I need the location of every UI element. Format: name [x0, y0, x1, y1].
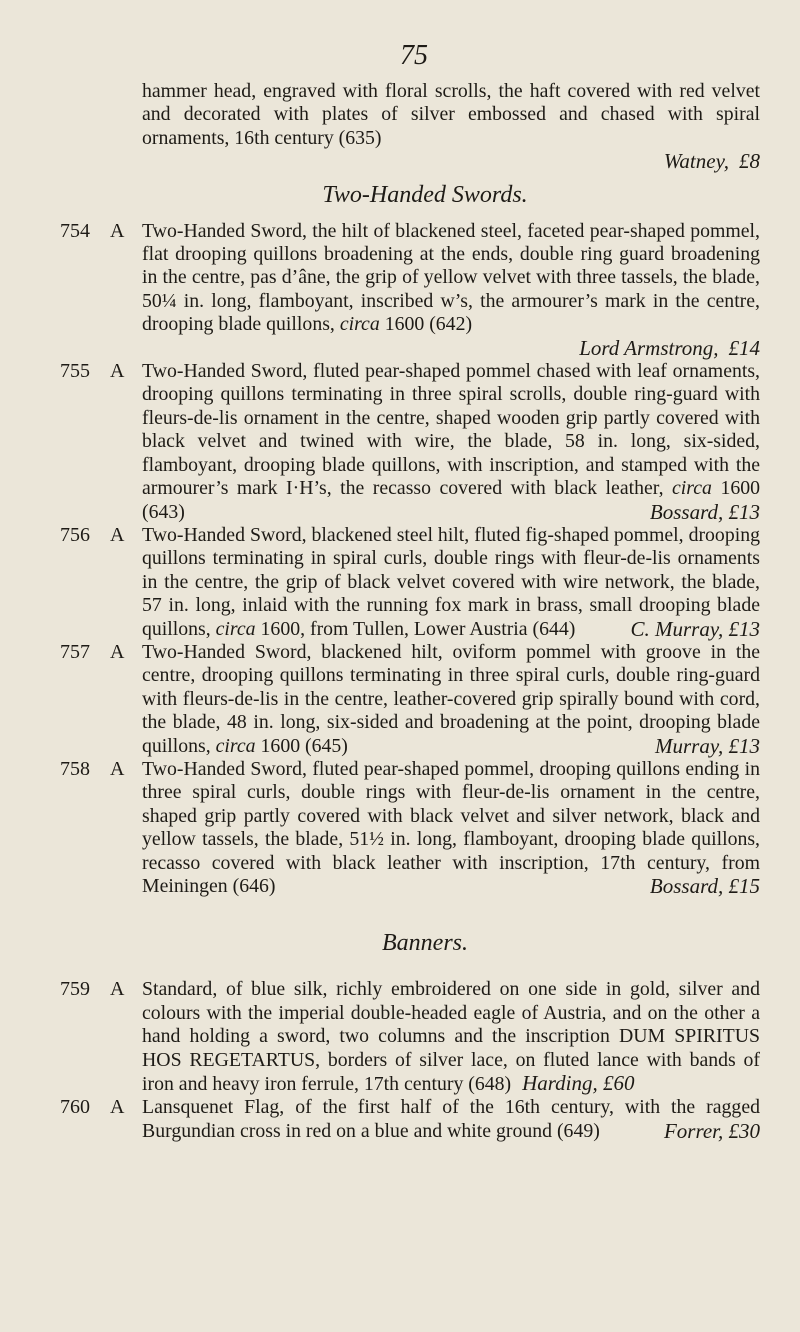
buyer-inline — [664, 1120, 760, 1143]
lot-entry — [60, 758, 760, 898]
buyer-name: Watney, — [663, 149, 729, 174]
lot-text: Two-Handed Sword, fluted pear-shaped pommel, drooping quillons ending in three spiral curls, double rings with fleur-de-lis ornament in the centre, shaped grip partly covered with black velvet and silver network, black and yellow tassels, the blade, 51½ in. long, flamboyant, drooping blade quillons, recasso covered with black leather with inscription, 17th century, from Meiningen (646) — [142, 757, 760, 897]
lot-lead: A — [110, 640, 125, 663]
lot-text: Lansquenet Flag, of the first half of the 16th century, with the ragged Burgundian cross in red on a blue and white ground (649) — [142, 1096, 760, 1142]
lot-lead: A — [110, 523, 125, 546]
lot-text-end: 1600 (642) — [384, 313, 473, 336]
buyer-name: Harding, — [522, 1071, 598, 1096]
price: £13 — [728, 733, 760, 758]
lot-lead: A — [110, 219, 125, 242]
section-spacer — [60, 968, 760, 978]
lot-lead: A — [110, 360, 125, 383]
lot-entry — [60, 524, 760, 641]
lot-entry — [60, 220, 760, 360]
buyer-inline — [522, 1071, 634, 1095]
lot-description — [142, 978, 760, 1096]
lot-entry — [60, 360, 760, 524]
page-number: 75 — [400, 40, 428, 71]
lot-lead: A — [110, 1096, 125, 1119]
buyer-name: Forrer, — [663, 1118, 724, 1143]
lot-number: 756 — [60, 523, 90, 546]
section-heading-swords: Two-Handed Swords. — [322, 181, 528, 208]
buyer-name: Bossard, — [649, 874, 724, 898]
buyer-name: Bossard, — [649, 499, 724, 524]
section-spacer — [60, 898, 760, 922]
lot-number: 760 — [60, 1096, 90, 1119]
price: £13 — [728, 616, 760, 641]
circa-label: circa — [215, 617, 256, 640]
lot-number: 758 — [60, 757, 90, 780]
price: £60 — [602, 1071, 635, 1096]
price: £15 — [728, 874, 760, 898]
circa-label: circa — [215, 734, 256, 757]
price: £13 — [728, 499, 760, 524]
lot-text: Two-Handed Sword, blackened steel hilt, fluted fig-shaped pommel, drooping quillons terminating in spiral curls, double rings with fleur-de-lis ornaments in the centre, the grip of black velvet covered with wire network, the blade, 57 in. long, inlaid with the running fox mark in brass, small drooping blade quillons, — [142, 523, 760, 640]
lot-number: 759 — [60, 978, 90, 1001]
price: £14 — [728, 335, 760, 360]
buyer-line — [142, 337, 760, 360]
lot-entry — [60, 978, 760, 1096]
circa-label: circa — [672, 477, 712, 500]
buyer-name: C. Murray, — [630, 616, 724, 641]
buyer-name: Lord Armstrong, — [579, 335, 719, 360]
lot-text: Two-Handed Sword, blackened hilt, oviform pommel with groove in the centre, drooping quillons terminating in three spiral curls, double ring-guard with fleurs-de-lis in the centre, leather-covered grip spirally bound with cord, the blade, 48 in. long, six-sided and broadening at the point, drooping blade quillons, — [142, 640, 760, 757]
lot-lead: A — [110, 978, 125, 1001]
buyer-name: Murray, — [655, 733, 724, 758]
lot-description — [142, 220, 760, 337]
lot-text: Standard, of blue silk, richly embroidered on one side in gold, silver and colours with the imperial double-headed eagle of Austria, and on the other a hand holding a sword, two columns and the inscription DUM SPIRITUS HOS REGETARTUS, borders of silver lace, on fluted lance with bands of iron and heavy iron ferrule, 17th century (648) — [142, 978, 760, 1096]
lot-lead: A — [110, 757, 125, 780]
buyer-inline — [650, 875, 760, 898]
buyer-inline — [655, 735, 760, 758]
lot-description — [142, 758, 760, 898]
lot-text-end: 1600 (645) — [260, 734, 348, 757]
lot-description — [142, 524, 760, 641]
intro-buyer-line — [142, 150, 760, 173]
lot-entry — [60, 1096, 760, 1143]
lot-text: Two-Handed Sword, fluted pear-shaped pommel chased with leaf ornaments, drooping quillons terminating in three spiral scrolls, double ring-guard with fleurs-de-lis ornament in the centre, shaped wooden grip partly covered with black velvet and twined with wire, the blade, 58 in. long, six-sided, flamboyant, drooping blade quillons, with inscription, and stamped with the armourer’s mark I·H’s, the recasso covered with black leather, — [142, 360, 760, 500]
lot-entry — [60, 641, 760, 758]
circa-label: circa — [339, 313, 380, 336]
lot-number: 754 — [60, 219, 90, 242]
lot-description — [142, 360, 760, 524]
lot-text: Two-Handed Sword, the hilt of blackened steel, faceted pear-shaped pommel, flat drooping quillons broadening at the ends, double ring guard broadening in the centre, pas d’âne, the grip of yellow velvet with three tassels, the blade, 50¼ in. long, flamboyant, inscribed w’s, the armourer’s mark in the centre, drooping blade quillons, — [142, 219, 760, 336]
lot-description — [142, 641, 760, 758]
price: £30 — [728, 1118, 760, 1143]
lot-text-end: 1600 (643) — [142, 477, 761, 523]
buyer-inline — [650, 501, 760, 524]
section-heading-banners: Banners. — [382, 930, 468, 957]
buyer-inline — [630, 618, 760, 641]
price: £8 — [739, 149, 760, 174]
intro-entry — [60, 80, 760, 174]
lot-text-end: 1600, from Tullen, Lower Austria (644) — [260, 617, 576, 640]
intro-text: hammer head, engraved with floral scrolls, the haft covered with red velvet and decorated with plates of silver embossed and chased with spiral ornaments, 16th century (635) — [142, 80, 760, 149]
lot-description — [142, 1096, 760, 1143]
lot-number: 755 — [60, 360, 90, 383]
lot-number: 757 — [60, 640, 90, 663]
